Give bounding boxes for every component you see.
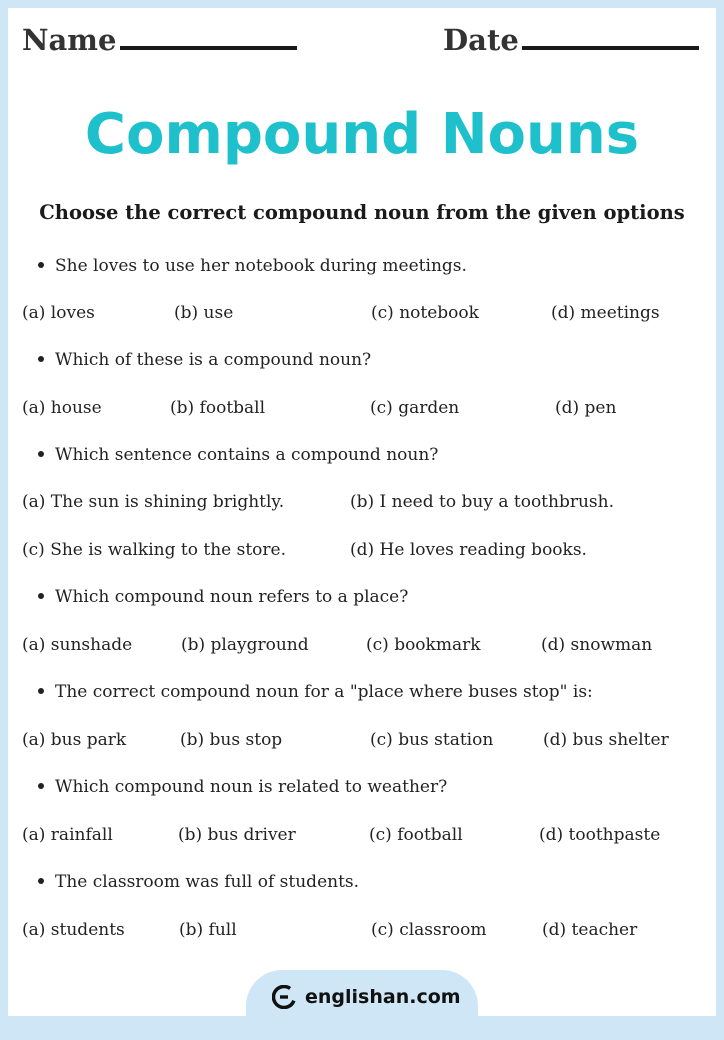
option-b: (b) playground [181,635,309,655]
option-a: (a) The sun is shining brightly. [22,492,285,512]
question-6 [38,775,447,799]
option-b: (b) bus stop [180,730,283,750]
option-a: (a) sunshade [22,635,133,655]
question-4 [38,585,408,609]
question-text: She loves to use her notebook during meetings. [55,256,467,276]
option-a: (a) rainfall [22,825,113,845]
option-c: (c) She is walking to the store. [22,540,287,560]
date-label: Date [443,23,519,57]
option-d: (d) snowman [541,635,653,655]
page-title: Compound Nouns [84,102,640,167]
option-a: (a) students [22,920,125,940]
option-c: (c) notebook [371,303,479,323]
option-d: (d) meetings [551,303,660,323]
option-d: (d) bus shelter [543,730,669,750]
question-text: Which compound noun refers to a place? [55,587,409,607]
bullet-icon [38,451,44,457]
option-c: (c) bookmark [366,635,481,655]
bullet-icon [38,356,44,362]
instructions: Choose the correct compound noun from the given options [39,201,685,224]
brand-text: englishan.com [305,986,461,1008]
option-d: (d) He loves reading books. [350,540,587,560]
date-blank-line [522,46,699,50]
question-text: The correct compound noun for a "place where buses stop" is: [55,682,593,702]
option-c: (c) classroom [371,920,487,940]
question-2 [38,348,371,372]
name-label: Name [22,23,117,57]
option-c: (c) bus station [370,730,494,750]
option-a: (a) house [22,398,102,418]
question-text: Which of these is a compound noun? [55,350,372,370]
question-7 [38,870,359,894]
option-d: (d) pen [555,398,617,418]
option-b: (b) use [174,303,234,323]
question-5 [38,680,593,704]
bullet-icon [38,878,44,884]
question-3 [38,443,438,467]
bullet-icon [38,262,44,268]
question-text: The classroom was full of students. [55,872,360,892]
footer-brand [272,983,461,1011]
bullet-icon [38,783,44,789]
option-c: (c) garden [370,398,460,418]
option-d: (d) teacher [542,920,638,940]
question-text: Which sentence contains a compound noun? [55,445,439,465]
option-b: (b) football [170,398,266,418]
option-b: (b) full [179,920,237,940]
bullet-icon [38,593,44,599]
option-c: (c) football [369,825,463,845]
bullet-icon [38,688,44,694]
option-a: (a) bus park [22,730,127,750]
option-b: (b) I need to buy a toothbrush. [350,492,614,512]
question-1 [38,254,467,278]
option-b: (b) bus driver [178,825,296,845]
question-text: Which compound noun is related to weather? [55,777,448,797]
option-d: (d) toothpaste [539,825,661,845]
name-blank-line [120,46,297,50]
option-a: (a) loves [22,303,95,323]
englishan-logo-icon [272,985,296,1009]
